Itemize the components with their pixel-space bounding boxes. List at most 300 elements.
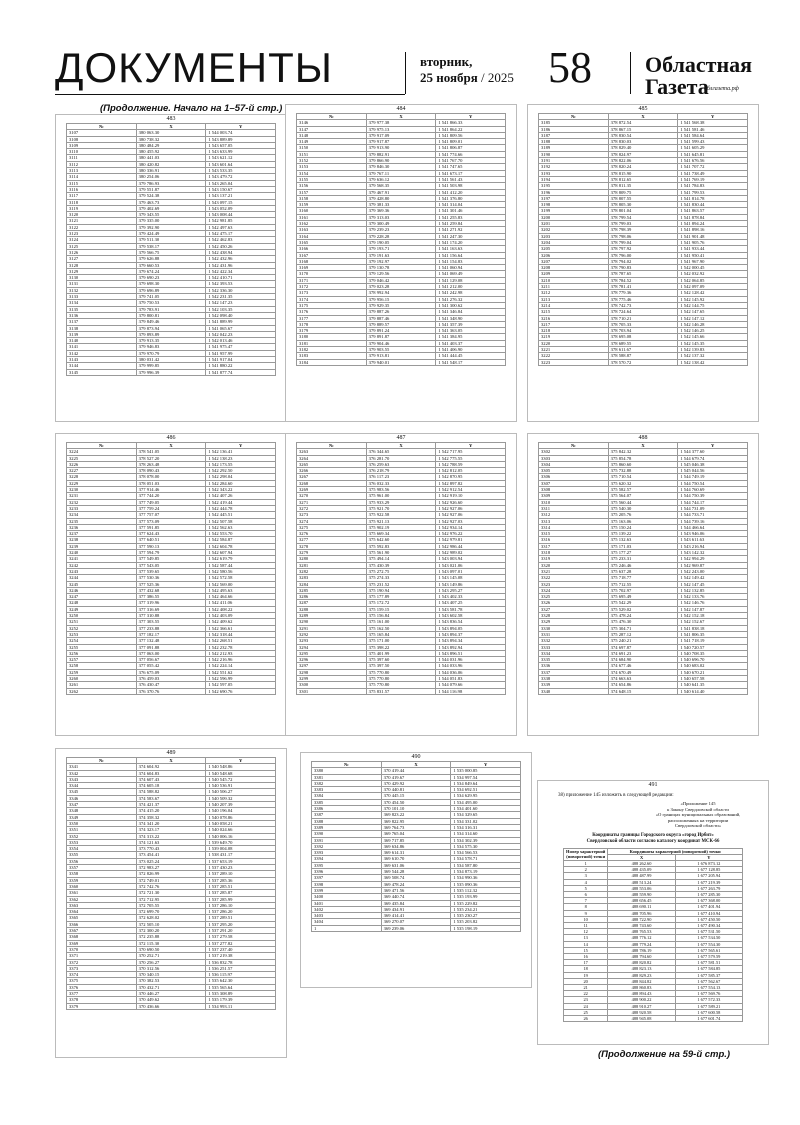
- cell-n: 3171: [297, 277, 367, 283]
- cell-x: 377 640.51: [136, 537, 206, 543]
- cell-y: 1 542 604.78: [206, 543, 276, 549]
- cell-y: 1 541 917.04: [206, 356, 276, 362]
- panel-page-number: 490: [411, 754, 421, 760]
- cell-n: 3359: [67, 877, 137, 883]
- cell-x: 379 566.75: [136, 249, 206, 255]
- cell-n: 3380: [312, 768, 382, 774]
- cell-y: 1 677 585.37: [675, 972, 742, 978]
- cell-x: 378 815.90: [608, 170, 678, 176]
- cell-x: 372 300.20: [136, 928, 206, 934]
- cell-x: 373 770.43: [136, 846, 206, 852]
- cell-x: 379 975.13: [366, 126, 436, 132]
- cell-y: 1 541 584.64: [678, 132, 748, 138]
- cell-n: 18: [564, 966, 608, 972]
- cell-y: 1 541 212.00: [436, 284, 506, 290]
- cell-x: 375 921.13: [366, 518, 436, 524]
- column-header-x: X: [608, 443, 678, 449]
- cell-y: 1 677 572.33: [675, 997, 742, 1003]
- cell-x: 378 798.39: [608, 227, 678, 233]
- cell-n: 3176: [297, 309, 367, 315]
- cell-x: 379 636.12: [366, 176, 436, 182]
- cell-y: 1 542 145.35: [678, 340, 748, 346]
- cell-y: 1 541 376.80: [436, 195, 506, 201]
- cell-x: 372 699.70: [136, 909, 206, 915]
- cell-x: 378 796.00: [608, 252, 678, 258]
- cell-y: 1 543 533.35: [206, 168, 276, 174]
- cell-y: 1 535 230.27: [451, 913, 521, 919]
- cell-n: 3344: [67, 783, 137, 789]
- cell-n: 3119: [67, 205, 137, 211]
- cell-n: 25: [564, 1009, 608, 1015]
- cell-x: 377 749.05: [136, 499, 206, 505]
- cell-x: 379 568.35: [366, 183, 436, 189]
- cell-x: 370 440.81: [381, 787, 451, 793]
- column-header-point: Номер характерной (поворотной) точки: [564, 848, 608, 860]
- cell-n: 10: [564, 916, 608, 922]
- cell-n: 3158: [297, 195, 367, 201]
- cell-x: 375 397.60: [366, 657, 436, 663]
- coords-panel: [300, 752, 532, 988]
- cell-x: 379 956.15: [366, 296, 436, 302]
- cell-n: 3399: [312, 887, 382, 893]
- cell-n: 3313: [539, 518, 609, 524]
- cell-n: 3322: [539, 575, 609, 581]
- cell-n: 3207: [539, 258, 609, 264]
- cell-n: 3211: [539, 284, 609, 290]
- cell-y: 1 543 265.04: [206, 180, 276, 186]
- cell-y: 1 544 739.16: [678, 518, 748, 524]
- cell-x: 378 830.03: [608, 139, 678, 145]
- column-header-number: №: [67, 758, 137, 764]
- cell-n: 3271: [297, 499, 367, 505]
- cell-x: 369 823.22: [381, 812, 451, 818]
- cell-x: 378 799.54: [608, 214, 678, 220]
- cell-x: 375 695.49: [608, 594, 678, 600]
- cell-n: 3381: [312, 774, 382, 780]
- cell-x: 488 743.60: [608, 923, 675, 929]
- cell-y: 1 542 444.78: [206, 505, 276, 511]
- cell-n: 3382: [312, 780, 382, 786]
- column-header-y: Y: [206, 758, 276, 764]
- cell-x: 379 239.23: [366, 227, 436, 233]
- cell-n: 3247: [67, 594, 137, 600]
- cell-y: 1 541 806.35: [678, 631, 748, 637]
- cell-n: 3110: [67, 149, 137, 155]
- cell-n: 3333: [539, 644, 609, 650]
- cell-x: 379 903.55: [366, 346, 436, 352]
- cell-n: 3122: [67, 224, 137, 230]
- cell-n: 3357: [67, 865, 137, 871]
- cell-y: 1 677 584.85: [675, 966, 742, 972]
- cell-x: 379 424.49: [136, 231, 206, 237]
- column-header-x: X: [366, 443, 436, 449]
- cell-x: 375 542.29: [608, 600, 678, 606]
- cell-y: 1 540 058.21: [206, 820, 276, 826]
- cell-n: 3259: [67, 669, 137, 675]
- cell-y: 1 534 997.54: [451, 774, 521, 780]
- cell-y: 1 544 033.96: [436, 663, 506, 669]
- table-row: [312, 925, 521, 931]
- cell-x: 375 231.52: [366, 581, 436, 587]
- cell-y: 1 544 031.96: [436, 657, 506, 663]
- cell-y: 1 542 145.66: [678, 334, 748, 340]
- cell-n: 3196: [539, 189, 609, 195]
- boundary-table: [563, 848, 743, 1023]
- cell-n: 3372: [67, 959, 137, 965]
- cell-x: 375 172.72: [366, 600, 436, 606]
- cell-y: 1 544 750.54: [678, 480, 748, 486]
- cell-x: 374 313.22: [136, 833, 206, 839]
- cell-y: 1 540 696.70: [678, 657, 748, 663]
- cell-y: 1 539 649.70: [206, 839, 276, 845]
- cell-n: 3346: [67, 795, 137, 801]
- cell-y: 1 542 580.56: [206, 568, 276, 574]
- cell-x: 372 983.27: [136, 865, 206, 871]
- cell-x: 378 781.41: [608, 284, 678, 290]
- cell-x: 375 287.12: [608, 631, 678, 637]
- cell-y: 1 541 894.24: [678, 221, 748, 227]
- cell-y: 1 542 098.40: [206, 312, 276, 318]
- cell-y: 1 677 531.50: [675, 929, 742, 935]
- cell-n: 3323: [539, 581, 609, 587]
- cell-x: 374 604.83: [136, 770, 206, 776]
- cell-y: 1 537 285.51: [206, 883, 276, 889]
- cell-y: 1 542 927.03: [436, 518, 506, 524]
- cell-x: 488 765.53: [608, 929, 675, 935]
- cell-x: 379 977.38: [366, 120, 436, 126]
- cell-y: 1 543 633.99: [206, 149, 276, 155]
- cell-n: 3241: [67, 556, 137, 562]
- cell-n: 3240: [67, 550, 137, 556]
- cell-y: 1 542 147.45: [678, 581, 748, 587]
- cell-n: 3243: [67, 568, 137, 574]
- cell-x: 369 822.95: [381, 818, 451, 824]
- cell-y: 1 537 219.38: [206, 953, 276, 959]
- cell-x: 375 494.14: [366, 556, 436, 562]
- cell-n: 3170: [297, 271, 367, 277]
- cell-y: 1 537 291.20: [206, 928, 276, 934]
- cell-x: 369 440.74: [381, 894, 451, 900]
- cell-n: 3222: [539, 353, 609, 359]
- cell-y: 1 540 078.86: [206, 814, 276, 820]
- cell-x: 380 254.06: [136, 174, 206, 180]
- cell-x: 378 807.55: [608, 195, 678, 201]
- cell-n: 3167: [297, 252, 367, 258]
- cell-x: 375 710.54: [608, 474, 678, 480]
- header-divider-2: [630, 52, 631, 94]
- cell-y: 1 540 506.27: [206, 789, 276, 795]
- coordinates-table: [296, 113, 506, 366]
- cell-y: 1 541 403.37: [436, 340, 506, 346]
- cell-x: 372 505.10: [136, 921, 206, 927]
- cell-x: 372 826.99: [136, 871, 206, 877]
- cell-n: 3252: [67, 625, 137, 631]
- cell-y: 1 543 052.09: [206, 205, 276, 211]
- cell-n: 3298: [297, 669, 367, 675]
- cell-n: 3173: [297, 290, 367, 296]
- cell-x: 488 844.82: [608, 978, 675, 984]
- cell-n: 3189: [539, 145, 609, 151]
- cell-n: 9: [564, 910, 608, 916]
- cell-y: 1 542 979.81: [436, 537, 506, 543]
- cell-n: 3250: [67, 613, 137, 619]
- cell-y: 1 541 707.72: [678, 164, 748, 170]
- cell-x: 376 430.47: [136, 682, 206, 688]
- cell-y: 1 537 285.87: [206, 890, 276, 896]
- cell-x: 369 434.91: [381, 906, 451, 912]
- cell-n: 21: [564, 985, 608, 991]
- column-header-x: X: [381, 762, 451, 768]
- cell-x: 378 724.64: [608, 309, 678, 315]
- cell-n: 3149: [297, 139, 367, 145]
- cell-y: 1 542 450.26: [206, 243, 276, 249]
- cell-x: 378 824.97: [608, 151, 678, 157]
- cell-y: 1 541 255.83: [436, 214, 506, 220]
- cell-y: 1 544 051.83: [436, 675, 506, 681]
- cell-y: 1 677 579.59: [675, 954, 742, 960]
- cell-n: 1: [564, 860, 608, 866]
- cell-n: 3350: [67, 820, 137, 826]
- cell-x: 369 435.84: [381, 900, 451, 906]
- cell-y: 1 542 146.76: [678, 600, 748, 606]
- cell-y: 1 541 300.62: [436, 302, 506, 308]
- cell-x: 370 312.56: [136, 965, 206, 971]
- cell-y: 1 542 870.95: [436, 474, 506, 480]
- cell-n: 3125: [67, 243, 137, 249]
- cell-x: 372 742.76: [136, 883, 206, 889]
- cell-n: 3301: [297, 688, 367, 694]
- cell-n: 3162: [297, 221, 367, 227]
- cell-y: 1 537 289.51: [206, 915, 276, 921]
- cell-y: 1 542 013.46: [206, 338, 276, 344]
- cell-y: 1 542 343.22: [206, 487, 276, 493]
- cell-n: 3202: [539, 227, 609, 233]
- cell-y: 1 542 224.14: [206, 663, 276, 669]
- cell-x: 378 830.54: [608, 132, 678, 138]
- cell-y: 1 534 578.71: [451, 856, 521, 862]
- cell-y: 1 542 407.26: [206, 493, 276, 499]
- cell-y: 1 540 548.68: [206, 770, 276, 776]
- cell-n: 3370: [67, 946, 137, 952]
- cell-x: 369 270.07: [381, 919, 451, 925]
- cell-n: 3220: [539, 340, 609, 346]
- cell-n: 3129: [67, 268, 137, 274]
- cell-x: 378 787.65: [608, 271, 678, 277]
- cell-x: 378 527.20: [136, 455, 206, 461]
- cell-y: 1 543 581.78: [436, 606, 506, 612]
- cell-n: 3371: [67, 953, 137, 959]
- cell-n: 3174: [297, 296, 367, 302]
- cell-y: 1 534 692.51: [451, 787, 521, 793]
- cell-n: 3332: [539, 638, 609, 644]
- cell-n: 3277: [297, 537, 367, 543]
- cell-x: 488 487.99: [608, 873, 675, 879]
- cell-y: 1 535 090.36: [451, 881, 521, 887]
- cell-y: 1 541 809.01: [436, 139, 506, 145]
- cell-y: 1 541 503.98: [436, 183, 506, 189]
- cell-y: 1 534 302.39: [451, 837, 521, 843]
- cell-y: 1 536 832.78: [206, 959, 276, 965]
- cell-y: 1 545 046.38: [678, 461, 748, 467]
- cell-n: 3187: [539, 132, 609, 138]
- cell-y: 1 541 384.95: [436, 334, 506, 340]
- cell-x: 375 732.88: [608, 468, 678, 474]
- cell-n: 3204: [539, 239, 609, 245]
- cell-n: 3378: [67, 997, 137, 1003]
- cell-n: 3205: [539, 246, 609, 252]
- cell-x: 375 397.50: [366, 663, 436, 669]
- cell-x: 370 340.15: [136, 972, 206, 978]
- cell-x: 369 478.24: [381, 881, 451, 887]
- cell-x: 379 228.28: [366, 233, 436, 239]
- panel-page-number: 483: [166, 116, 176, 122]
- cell-x: 379 999.85: [136, 363, 206, 369]
- cell-x: 378 689.55: [608, 340, 678, 346]
- cell-n: 3269: [297, 487, 367, 493]
- cell-x: 380 031.42: [136, 356, 206, 362]
- cell-y: 1 541 444.45: [436, 353, 506, 359]
- cell-y: 1 534 575.30: [451, 843, 521, 849]
- cell-y: 1 541 406.90: [436, 346, 506, 352]
- cell-x: 370 101.10: [381, 806, 451, 812]
- cell-y: 1 540 720.57: [678, 644, 748, 650]
- cell-x: 378 799.04: [608, 239, 678, 245]
- cell-n: 17: [564, 960, 608, 966]
- cell-x: 378 822.06: [608, 158, 678, 164]
- cell-x: 374 648.15: [608, 688, 678, 694]
- continued-from: (Продолжение. Начало на 1–57-й стр.): [100, 103, 283, 114]
- cell-x: 379 887.46: [366, 315, 436, 321]
- cell-y: 1 676 873.12: [675, 860, 742, 866]
- cell-n: 3229: [67, 480, 137, 486]
- cell-n: 4: [564, 879, 608, 885]
- cell-y: 1 542 137.32: [678, 353, 748, 359]
- cell-n: 3307: [539, 480, 609, 486]
- cell-n: 3218: [539, 328, 609, 334]
- cell-y: 1 542 147.87: [678, 606, 748, 612]
- cell-n: 3182: [297, 346, 367, 352]
- cell-n: 3195: [539, 183, 609, 189]
- cell-y: 1 542 596.99: [206, 675, 276, 681]
- cell-y: 1 540 683.02: [678, 663, 748, 669]
- cell-y: 1 540 641.35: [678, 682, 748, 688]
- date: 25 ноября: [420, 70, 478, 85]
- cell-y: 1 534 495.00: [451, 799, 521, 805]
- cell-n: 3284: [297, 581, 367, 587]
- column-header-number: №: [312, 762, 382, 768]
- cell-n: 3251: [67, 619, 137, 625]
- cell-x: 377 319.96: [136, 600, 206, 606]
- cell-n: 3190: [539, 151, 609, 157]
- cell-n: 3115: [67, 180, 137, 186]
- cell-n: 3273: [297, 512, 367, 518]
- cell-n: 3339: [539, 682, 609, 688]
- cell-y: 1 542 128.42: [678, 290, 748, 296]
- cell-x: 379 929.35: [366, 302, 436, 308]
- cell-n: 3172: [297, 284, 367, 290]
- cell-y: 1 543 836.54: [436, 619, 506, 625]
- cell-x: 369 508.74: [381, 875, 451, 881]
- cell-y: 1 542 497.63: [206, 224, 276, 230]
- cell-y: 1 541 645.81: [678, 151, 748, 157]
- cell-n: 3264: [297, 455, 367, 461]
- cell-x: 369 414.41: [381, 913, 451, 919]
- cell-x: 379 786.93: [136, 180, 206, 186]
- cell-n: 3254: [67, 638, 137, 644]
- cell-y: 1 541 154.83: [436, 258, 506, 264]
- cell-n: 3272: [297, 505, 367, 511]
- cell-n: 3236: [67, 524, 137, 530]
- cell-y: 1 542 976.22: [436, 531, 506, 537]
- cell-x: 488 900.22: [608, 997, 675, 1003]
- table-row: [67, 1003, 276, 1009]
- cell-n: 16: [564, 954, 608, 960]
- cell-x: 374 323.17: [136, 827, 206, 833]
- cell-y: 1 543 145.08: [436, 575, 506, 581]
- appendix-line: «О границах муниципальных образований,: [655, 812, 741, 818]
- cell-x: 377 063.00: [136, 650, 206, 656]
- cell-y: 1 677 600.58: [675, 1009, 742, 1015]
- cell-n: 3225: [67, 455, 137, 461]
- cell-x: 370 432.71: [136, 984, 206, 990]
- cell-y: 1 535 193.99: [451, 894, 521, 900]
- cell-n: 3214: [539, 302, 609, 308]
- cell-n: 3230: [67, 487, 137, 493]
- cell-y: 1 537 286.10: [206, 902, 276, 908]
- cell-n: 3331: [539, 631, 609, 637]
- cell-x: 378 805.30: [608, 202, 678, 208]
- cell-n: 3362: [67, 896, 137, 902]
- panel-page-number: 488: [638, 435, 648, 441]
- cell-n: 3328: [539, 613, 609, 619]
- cell-x: 374 654.86: [608, 682, 678, 688]
- cell-x: 377 543.05: [136, 562, 206, 568]
- cell-n: 3330: [539, 625, 609, 631]
- cell-n: 3198: [539, 202, 609, 208]
- cell-x: 377 590.13: [136, 543, 206, 549]
- cell-x: 374 663.63: [608, 675, 678, 681]
- cell-n: 3383: [312, 787, 382, 793]
- cell-n: 3108: [67, 136, 137, 142]
- cell-n: 3175: [297, 302, 367, 308]
- cell-y: 1 541 767.70: [436, 158, 506, 164]
- cell-n: 3165: [297, 239, 367, 245]
- cell-x: 374 670.49: [608, 669, 678, 675]
- cell-n: 3197: [539, 195, 609, 201]
- cell-n: 3123: [67, 231, 137, 237]
- cell-y: 1 542 553.70: [206, 531, 276, 537]
- cell-n: 3144: [67, 363, 137, 369]
- cell-n: 3343: [67, 776, 137, 782]
- cell-n: 3200: [539, 214, 609, 220]
- cell-n: 3147: [297, 126, 367, 132]
- cell-n: 3296: [297, 657, 367, 663]
- cell-x: 374 604.92: [136, 764, 206, 770]
- cell-x: 378 829.40: [608, 145, 678, 151]
- column-header-y: Y: [206, 443, 276, 449]
- cell-n: 3181: [297, 340, 367, 346]
- cell-n: 3131: [67, 281, 137, 287]
- cell-y: 1 534 587.80: [451, 862, 521, 868]
- cell-x: 375 529.02: [608, 606, 678, 612]
- cell-y: 1 542 409.62: [206, 619, 276, 625]
- cell-n: 3224: [67, 449, 137, 455]
- cell-n: 3219: [539, 334, 609, 340]
- cell-y: 1 541 889.99: [206, 319, 276, 325]
- cell-y: 1 542 584.87: [206, 537, 276, 543]
- cell-x: 377 549.85: [136, 556, 206, 562]
- cell-x: 374 341.20: [136, 820, 206, 826]
